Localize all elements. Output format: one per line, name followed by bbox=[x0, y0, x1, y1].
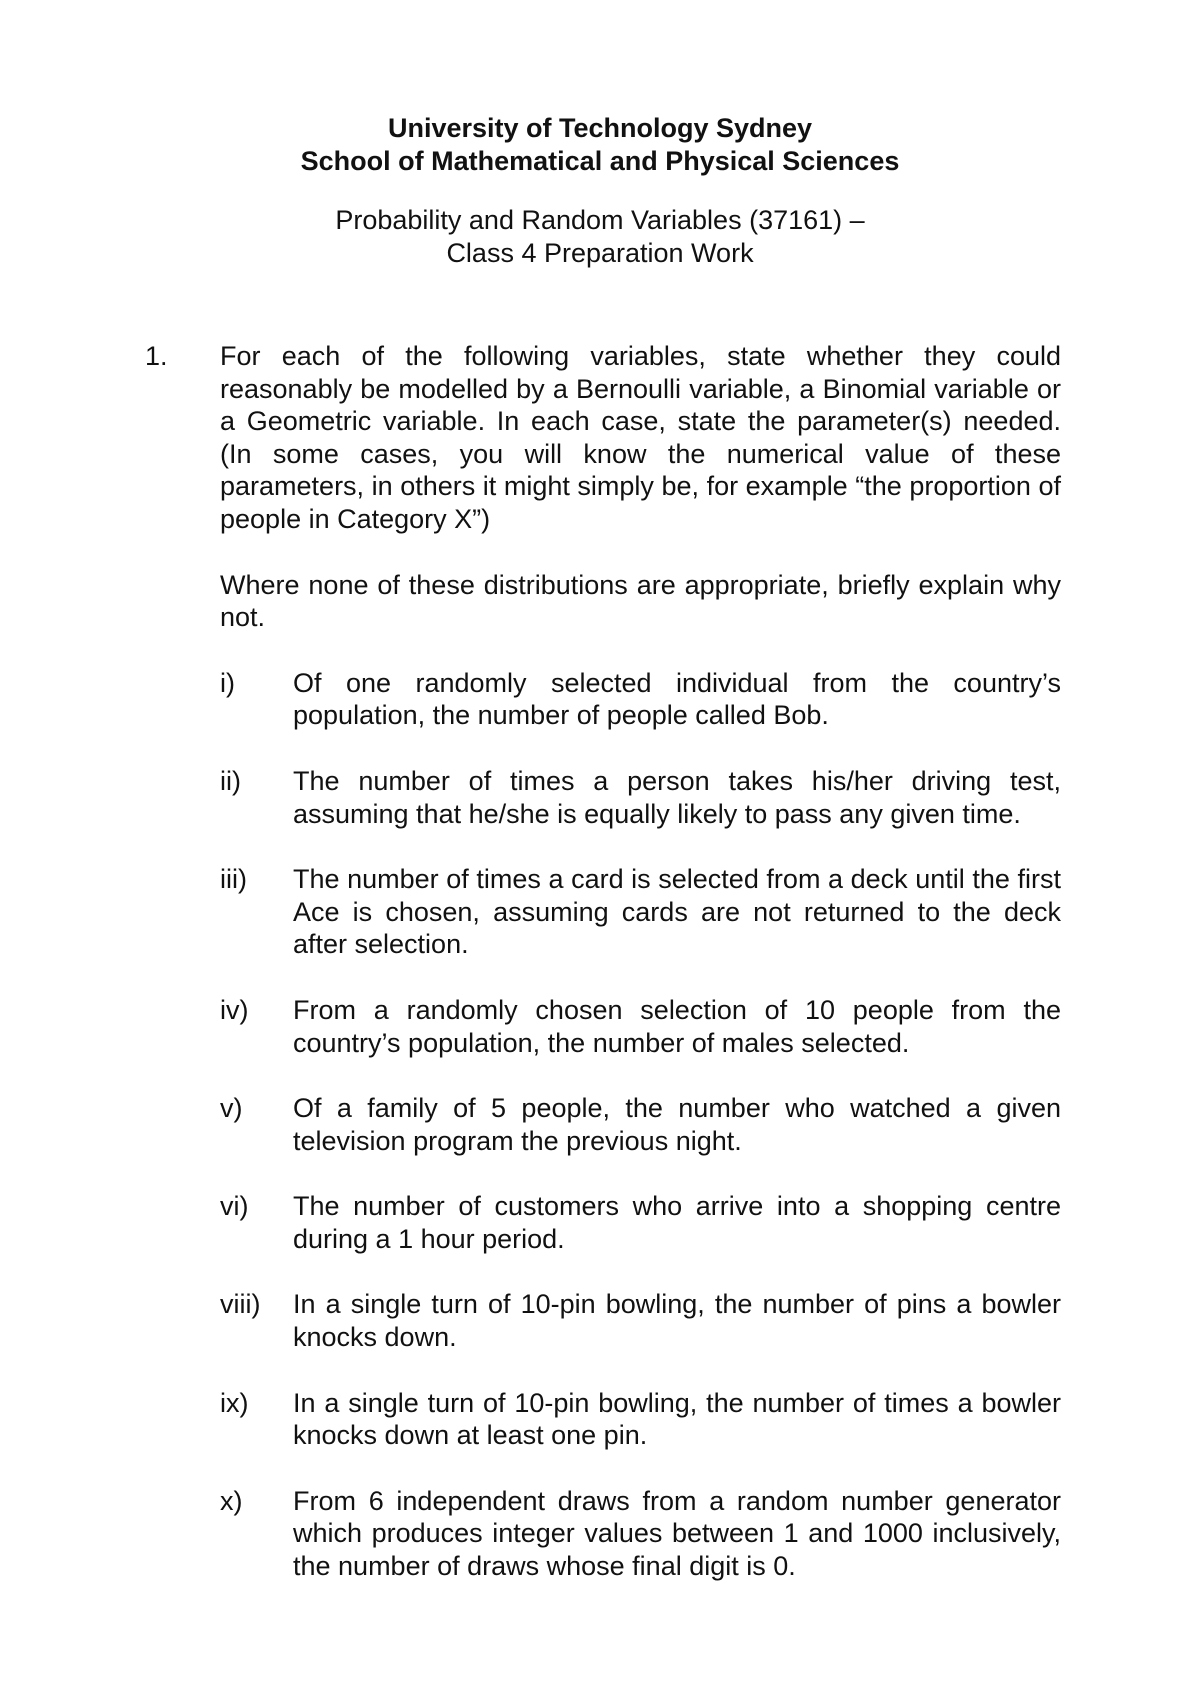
sub-question-iii bbox=[220, 863, 1061, 961]
university-name: University of Technology Sydney bbox=[387, 113, 813, 143]
sub-question-i bbox=[220, 667, 1061, 732]
sub-question-v bbox=[220, 1092, 1061, 1157]
sub-question-label: viii) bbox=[220, 1289, 261, 1320]
sub-question-label: iv) bbox=[220, 994, 249, 1025]
sub-question-viii bbox=[220, 1288, 1061, 1353]
sub-question-text: From 6 independent draws from a random number generator which produces integer values between 1 and 1000 inclusively, the number of draws whose final digit is 0. bbox=[293, 1485, 1061, 1582]
sub-question-text: In a single turn of 10-pin bowling, the number of pins a bowler knocks down. bbox=[293, 1289, 1061, 1353]
course-title: Probability and Random Variables (37161) – bbox=[335, 205, 865, 235]
sub-question-vi bbox=[220, 1190, 1061, 1255]
document-header bbox=[0, 112, 1200, 270]
sub-question-x bbox=[220, 1485, 1061, 1583]
sub-question-text: Of a family of 5 people, the number who watched a given television program the previous night. bbox=[293, 1093, 1061, 1156]
sub-question-text: In a single turn of 10-pin bowling, the number of times a bowler knocks down at least one pin. bbox=[293, 1387, 1061, 1451]
sub-question-text: Of one randomly selected individual from the country’s population, the number of people called Bob. bbox=[293, 667, 1061, 731]
sub-question-iv bbox=[220, 994, 1061, 1059]
question-body bbox=[220, 340, 1061, 1616]
sub-question-label: x) bbox=[220, 1485, 243, 1516]
sub-question-label: vi) bbox=[220, 1191, 249, 1222]
sub-question-label: ii) bbox=[220, 765, 241, 796]
sub-question-text: The number of times a person takes his/her driving test, assuming that he/she is equally likely to pass any given time. bbox=[293, 765, 1061, 829]
sub-question-ix bbox=[220, 1387, 1061, 1452]
sub-question-label: ix) bbox=[220, 1387, 249, 1418]
document-subtitle: Class 4 Preparation Work bbox=[446, 238, 754, 268]
sub-question-label: i) bbox=[220, 667, 235, 698]
question-note: Where none of these distributions are appropriate, briefly explain why not. bbox=[220, 569, 1061, 633]
school-name: School of Mathematical and Physical Sciences bbox=[300, 146, 900, 176]
sub-question-text: The number of times a card is selected from a deck until the first Ace is chosen, assuming cards are not returned to the deck after selection. bbox=[293, 864, 1061, 960]
sub-question-ii bbox=[220, 765, 1061, 830]
sub-question-list bbox=[220, 667, 1061, 1583]
sub-question-label: v) bbox=[220, 1093, 243, 1124]
question-intro: For each of the following variables, state whether they could reasonably be modelled by a Bernoulli variable, a Binomial variable or a Geometric variable. In each case, state the parameter(s) needed. (In some cases, you will know the numerical value of these parameters, in others it might simply be, for example “the proportion of people in Category X”) bbox=[220, 341, 1061, 534]
sub-question-label: iii) bbox=[220, 864, 247, 895]
question-number: 1. bbox=[145, 341, 168, 371]
sub-question-text: The number of customers who arrive into a shopping centre during a 1 hour period. bbox=[293, 1191, 1061, 1254]
sub-question-text: From a randomly chosen selection of 10 people from the country’s population, the number of males selected. bbox=[293, 994, 1061, 1058]
